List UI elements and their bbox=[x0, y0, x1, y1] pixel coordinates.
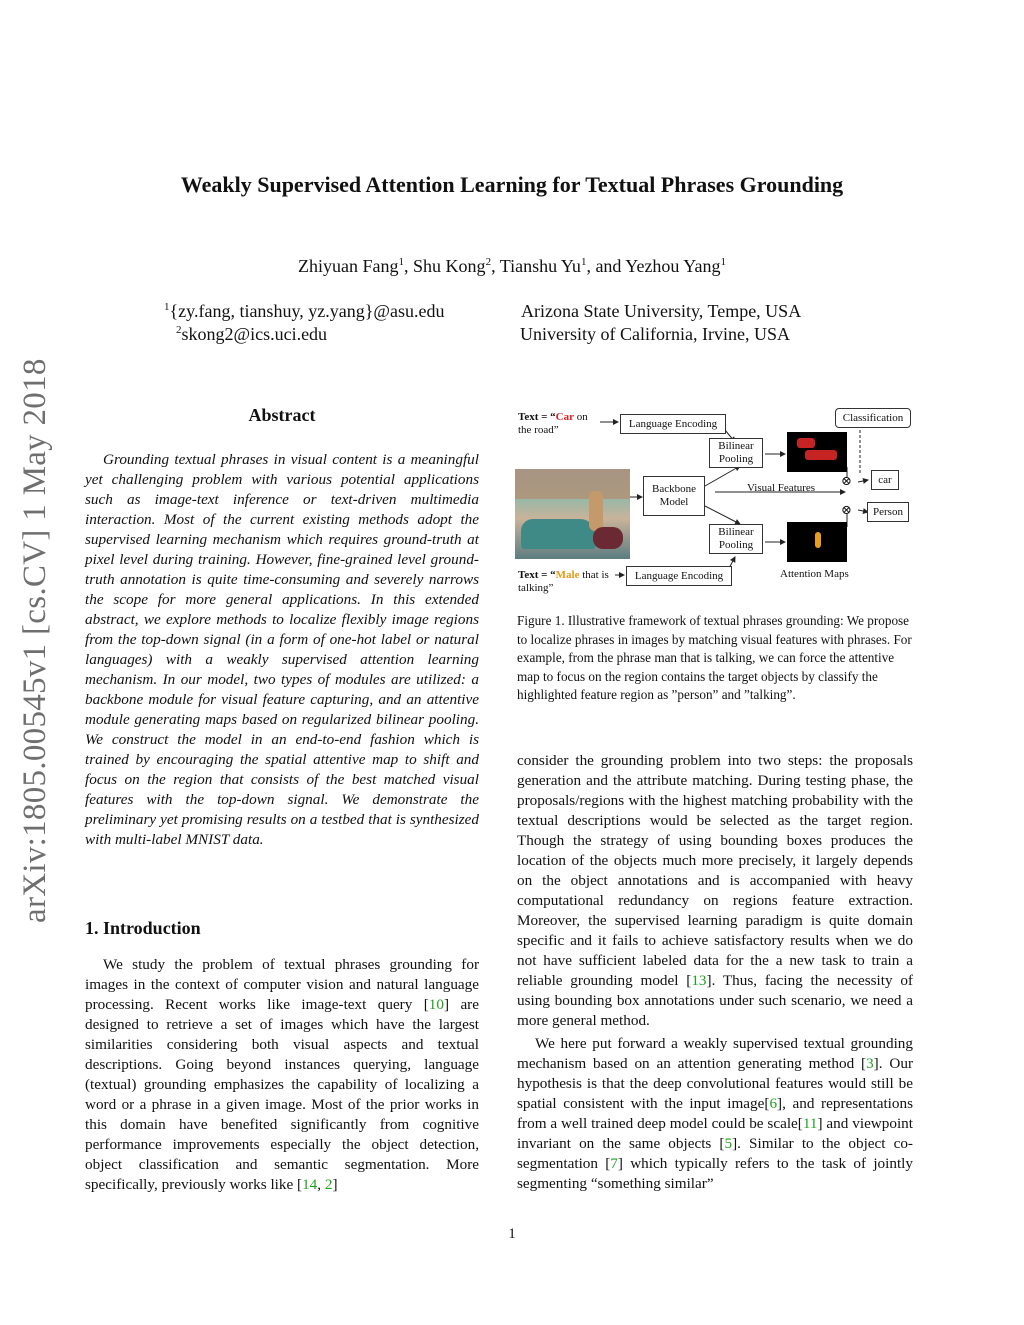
output-person-box: Person bbox=[867, 502, 909, 522]
paper-title: Weakly Supervised Attention Learning for Textual Phrases Grounding bbox=[180, 172, 844, 197]
bilinear-pooling-box: Bilinear Pooling bbox=[709, 524, 763, 554]
classification-box: Classification bbox=[835, 408, 911, 428]
citation-link[interactable]: 2 bbox=[324, 1176, 333, 1193]
author-name: Zhiyuan Fang bbox=[298, 256, 399, 276]
citation-link[interactable]: 3 bbox=[866, 1055, 874, 1072]
attention-maps-label: Attention Maps bbox=[780, 568, 849, 580]
section-heading-introduction: 1. Introduction bbox=[85, 918, 201, 938]
language-encoding-box: Language Encoding bbox=[626, 566, 732, 586]
otimes-icon: ⊗ bbox=[841, 473, 852, 488]
affiliation-email bbox=[164, 299, 444, 323]
citation-link[interactable]: 13 bbox=[691, 972, 707, 989]
author-list bbox=[0, 256, 1024, 277]
figure-caption: Figure 1. Illustrative framework of textual phrases grounding: We propose to localize phrases in images by matching visual features with phrases. For example, from the phrase man that is talking, we can force the attentive map to focus on the region contains the target objects by classify the highlighted feature region as ”person” and ”talking”. bbox=[517, 613, 912, 702]
author-name: , Shu Kong bbox=[404, 256, 486, 276]
citation-link[interactable]: 6 bbox=[769, 1095, 778, 1112]
author-affil-mark: 1 bbox=[720, 256, 726, 268]
figure-text-query-male: Text = “Male that is talking” bbox=[518, 569, 609, 594]
author-affil-mark: 1 bbox=[398, 256, 405, 268]
input-image bbox=[515, 469, 630, 559]
backbone-model-box: Backbone Model bbox=[643, 476, 705, 516]
email[interactable]: skong2@ics.uci.edu bbox=[181, 324, 328, 344]
attention-map-person bbox=[787, 522, 847, 562]
email[interactable]: {zy.fang, tianshuy, yz.yang}@asu.edu bbox=[169, 301, 445, 321]
author-name: , Tianshu Yu bbox=[491, 256, 581, 276]
citation-link[interactable]: 7 bbox=[610, 1155, 618, 1172]
citation-link[interactable]: 10 bbox=[428, 996, 444, 1013]
affiliation-institution: Arizona State University, Tempe, USA bbox=[521, 301, 802, 321]
citation-link[interactable]: 14 bbox=[302, 1176, 318, 1193]
visual-features-label: Visual Features bbox=[747, 482, 816, 494]
affil-mark: 1 bbox=[164, 301, 170, 313]
intro-paragraph: consider the grounding problem into two steps: the proposals generation and the attribute matching. During testing phase, the proposals/regions with the highest matching probability with the textual descriptions would be selected as the target region. Though the strategy of using bounding boxes produces the location of the objects much more precisely, it largely depends on the object annotations and is accompanied with heavy computational redundancy on regions feature extraction. Moreover, the supervised learning paradigm is quite domain specific and it fails to achieve satisfactory results when we do not have sufficient labeled data for the a new task to train a reliable grounding model [13]. Thus, facing the necessity of using bounding box annotations under such scenario, we need a more general method. bbox=[517, 752, 913, 1029]
intro-paragraph: We here put forward a weakly supervised textual grounding mechanism based on an attention generating method [3]. Our hypothesis is that the deep convolutional features would still be spatial consistent with the input image[6], and representations from a well trained deep model could be scale[11] and viewpoint invariant on the same objects [5]. Similar to the object co-segmentation [7] which typically refers to the task of jointly segmenting “something similar” bbox=[517, 1035, 914, 1192]
bilinear-pooling-box: Bilinear Pooling bbox=[709, 438, 763, 468]
language-encoding-box: Language Encoding bbox=[620, 414, 726, 434]
citation-link[interactable]: 5 bbox=[724, 1135, 733, 1152]
affil-mark: 2 bbox=[176, 324, 182, 336]
attention-map-car bbox=[787, 432, 847, 472]
affiliation-email bbox=[176, 322, 327, 346]
abstract-heading: Abstract bbox=[248, 405, 316, 425]
affiliation-institution: University of California, Irvine, USA bbox=[520, 324, 790, 344]
output-car-box: car bbox=[871, 470, 899, 490]
author-affil-mark: 1 bbox=[580, 256, 587, 268]
abstract-text: Grounding textual phrases in visual content is a meaningful yet challenging problem with various potential applications such as image-text inference or text-driven multimedia interaction. Most of the current existing methods adopt the supervised learning mechanism which requires ground-truth at pixel level during training. However, fine-grained level ground-truth annotation is quite time-consuming and severely narrows the scope for more general applications. In this extended abstract, we explore methods to localize flexibly image regions from the top-down signal (in a form of one-hot label or natural languages) with a weakly supervised attention learning mechanism. In our model, two types of modules are utilized: a backbone module for visual feature capturing, and an attentive module generating maps based on regularized bilinear pooling. We construct the model in an end-to-end fashion which is trained by encouraging the spatial attentive map to shift and focus on the region that consists of the best matched visual features with the top-down signal. We demonstrate the preliminary yet promising results on a testbed that is synthesized with multi-label MNIST data. bbox=[85, 451, 479, 848]
figure-text-query-car: Text = “Car on the road” bbox=[518, 411, 588, 436]
page-number: 1 bbox=[508, 1226, 516, 1242]
intro-paragraph: We study the problem of textual phrases grounding for images in the context of computer vision and natural language processing. Recent works like image-text query [10] are designed to retrieve a set of images which have the largest similarities considering both visual aspects and textual descriptions. Going beyond instances querying, language (textual) grounding emphasizes the capability of localizing a word or a phrase in a given image. Most of the prior works in this domain have benefited significantly from cognitive performance improvements especially the object detection, object classification and semantic segmentation. More specifically, previously works like [14, 2] bbox=[85, 956, 479, 1193]
author-name: , and Yezhou Yang bbox=[586, 256, 721, 276]
arxiv-stamp: arXiv:1805.00545v1 [cs.CV] 1 May 2018 bbox=[17, 358, 53, 924]
figure-1 bbox=[515, 402, 915, 602]
otimes-icon: ⊗ bbox=[841, 502, 852, 517]
citation-link[interactable]: 11 bbox=[802, 1115, 818, 1132]
author-affil-mark: 2 bbox=[485, 256, 492, 268]
